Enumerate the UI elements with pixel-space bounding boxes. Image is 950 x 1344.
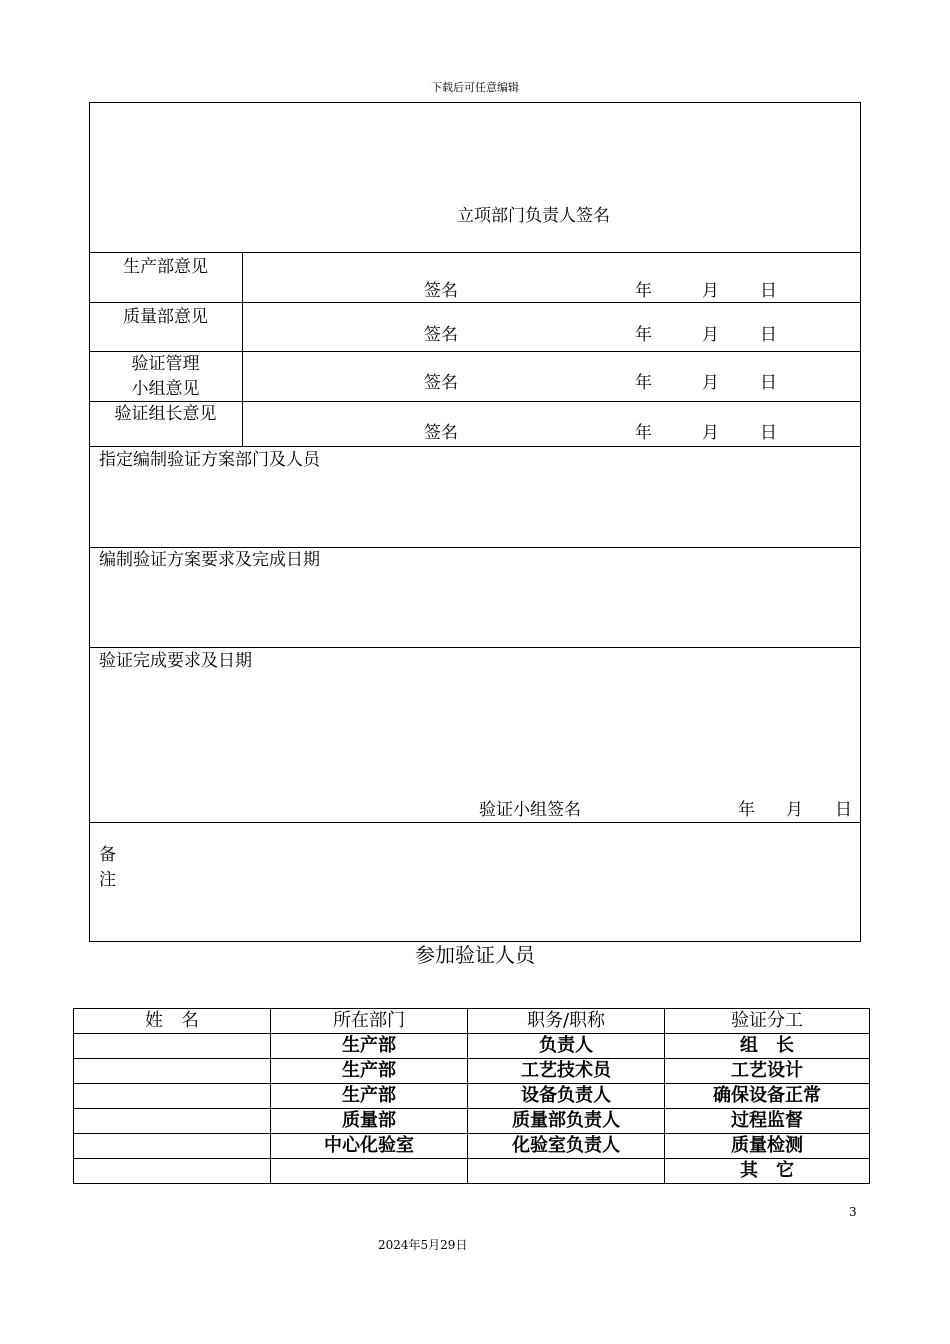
form-border-right [860, 102, 861, 942]
table-row [74, 1034, 870, 1059]
year-label: 年 [635, 423, 652, 443]
participants-table [73, 1008, 870, 1184]
table-row [74, 1109, 870, 1134]
signature-label: 签名 [424, 423, 458, 443]
form-divider [89, 647, 861, 648]
department-cell [271, 1159, 468, 1184]
participants-title: 参加验证人员 [415, 943, 535, 967]
position-cell: 化验室负责人 [468, 1134, 665, 1159]
department-cell: 中心化验室 [271, 1134, 468, 1159]
page-header: 下载后可任意编辑 [431, 81, 519, 94]
page-number: 3 [849, 1205, 857, 1219]
position-cell: 质量部负责人 [468, 1109, 665, 1134]
month-label: 月 [702, 373, 719, 393]
role-cell: 质量检测 [665, 1134, 870, 1159]
assign-dept-label: 指定编制验证方案部门及人员 [99, 450, 320, 470]
form-border-left [89, 102, 90, 942]
name-cell [74, 1084, 271, 1109]
footer-date: 2024年5月29日 [378, 1238, 468, 1252]
remarks-label-2: 注 [99, 870, 116, 890]
completion-requirements-label: 验证完成要求及日期 [99, 651, 252, 671]
form-border-bottom [89, 941, 861, 942]
validation-group-opinion-label-line2: 小组意见 [131, 379, 200, 399]
position-cell: 设备负责人 [468, 1084, 665, 1109]
month-label: 月 [702, 281, 719, 301]
day-label: 日 [760, 423, 777, 443]
form-divider [89, 822, 861, 823]
role-cell: 组 长 [665, 1034, 870, 1059]
form-divider [89, 547, 861, 548]
month-label: 月 [702, 423, 719, 443]
table-header-row [74, 1009, 870, 1034]
header-role: 验证分工 [665, 1009, 870, 1034]
group-signature-label: 验证小组签名 [479, 800, 581, 820]
role-cell: 过程监督 [665, 1109, 870, 1134]
plan-requirements-label: 编制验证方案要求及完成日期 [99, 550, 320, 570]
form-divider [89, 401, 861, 402]
table-row [74, 1134, 870, 1159]
role-cell: 其 它 [665, 1159, 870, 1184]
department-cell: 生产部 [271, 1034, 468, 1059]
form-border-top [89, 102, 861, 103]
signature-label: 签名 [424, 325, 458, 345]
table-row [74, 1059, 870, 1084]
year-label: 年 [738, 800, 755, 820]
position-cell: 负责人 [468, 1034, 665, 1059]
name-cell [74, 1059, 271, 1084]
name-cell [74, 1109, 271, 1134]
department-cell: 生产部 [271, 1084, 468, 1109]
name-cell [74, 1134, 271, 1159]
day-label: 日 [835, 800, 852, 820]
month-label: 月 [786, 800, 803, 820]
name-cell [74, 1159, 271, 1184]
quality-opinion-label: 质量部意见 [123, 307, 208, 327]
dept-head-signature-label: 立项部门负责人签名 [457, 206, 610, 226]
month-label: 月 [702, 325, 719, 345]
day-label: 日 [760, 373, 777, 393]
name-cell [74, 1034, 271, 1059]
table-row [74, 1084, 870, 1109]
role-cell: 工艺设计 [665, 1059, 870, 1084]
form-divider [89, 302, 861, 303]
year-label: 年 [635, 281, 652, 301]
signature-label: 签名 [424, 373, 458, 393]
form-divider [89, 446, 861, 447]
validation-group-opinion-label-line1: 验证管理 [131, 354, 200, 374]
form-divider [89, 252, 861, 253]
year-label: 年 [635, 325, 652, 345]
department-cell: 质量部 [271, 1109, 468, 1134]
position-cell: 工艺技术员 [468, 1059, 665, 1084]
validation-leader-opinion-label: 验证组长意见 [114, 404, 217, 424]
position-cell [468, 1159, 665, 1184]
day-label: 日 [760, 325, 777, 345]
day-label: 日 [760, 281, 777, 301]
production-opinion-label: 生产部意见 [123, 257, 208, 277]
role-cell: 确保设备正常 [665, 1084, 870, 1109]
form-divider [89, 351, 861, 352]
label-column-divider [242, 252, 243, 446]
header-department: 所在部门 [271, 1009, 468, 1034]
department-cell: 生产部 [271, 1059, 468, 1084]
header-position: 职务/职称 [468, 1009, 665, 1034]
remarks-label-1: 备 [99, 845, 116, 865]
year-label: 年 [635, 373, 652, 393]
table-row [74, 1159, 870, 1184]
header-name: 姓 名 [74, 1009, 271, 1034]
signature-label: 签名 [424, 281, 458, 301]
